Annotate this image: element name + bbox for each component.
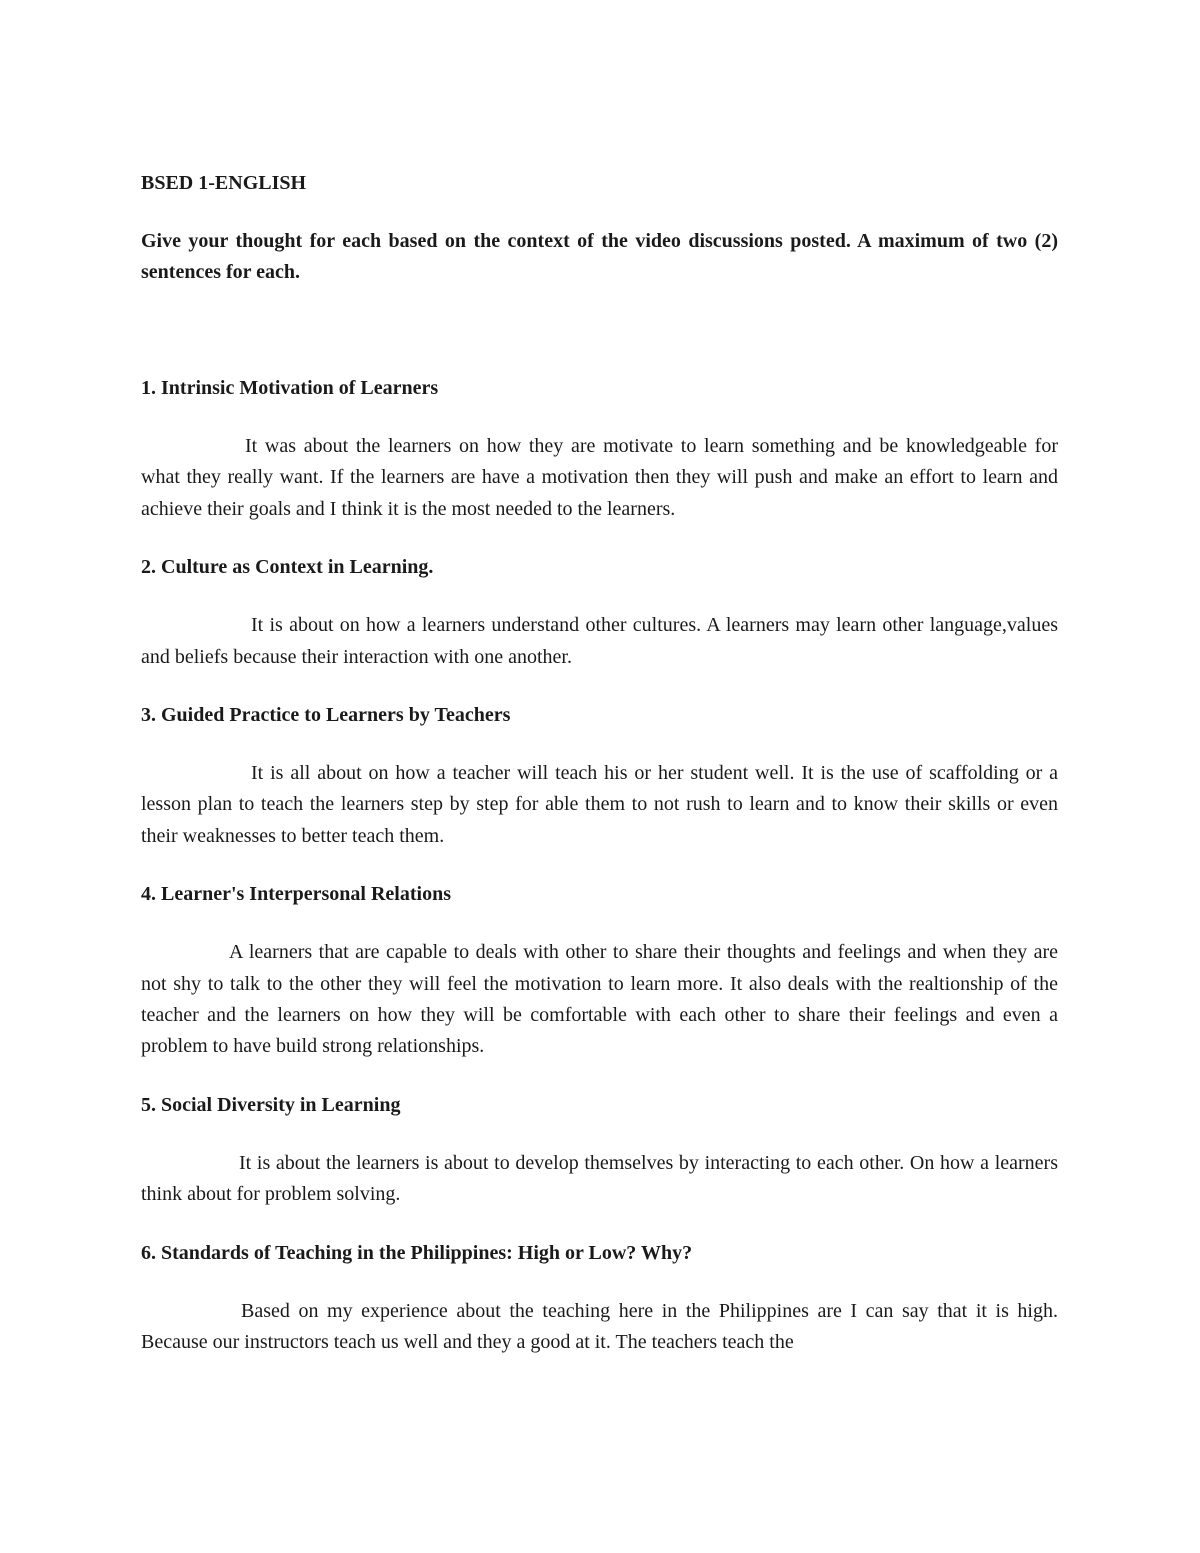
question-heading: 3. Guided Practice to Learners by Teachers	[141, 704, 511, 727]
question-answer: It was about the learners on how they are motivate to learn something and be knowledgeable for what they really want. If the learners are have a motivation then they will push and make an effort to learn and achieve their goals and I think it is the most needed to the learners.	[141, 435, 1058, 520]
question-heading: 4. Learner's Interpersonal Relations	[141, 883, 451, 906]
question-answer: It is all about on how a teacher will teach his or her student well. It is the use of scaffolding or a lesson plan to teach the learners step by step for able them to not rush to learn and to know their skills or even their weaknesses to better teach them.	[141, 762, 1058, 847]
question-item	[141, 700, 1058, 852]
question-answer: It is about on how a learners understand other cultures. A learners may learn other language,values and beliefs because their interaction with one another.	[141, 614, 1058, 668]
question-item	[141, 879, 1058, 1063]
question-item	[141, 373, 1058, 525]
question-heading: 5. Social Diversity in Learning	[141, 1093, 401, 1116]
question-answer: Based on my experience about the teaching here in the Philippines are I can say that it is high. Because our instructors teach us well and they a good at it. The teachers teach the	[141, 1299, 1058, 1354]
question-item	[141, 1090, 1058, 1211]
question-item	[141, 1238, 1058, 1359]
document-page	[141, 168, 1058, 1386]
class-label: BSED 1-ENGLISH	[141, 172, 307, 194]
question-heading: 1. Intrinsic Motivation of Learners	[141, 377, 439, 399]
question-answer: It is about the learners is about to develop themselves by interacting to each other. On how a learners think about for problem solving.	[141, 1151, 1058, 1206]
question-heading: 2. Culture as Context in Learning.	[141, 556, 434, 579]
question-heading: 6. Standards of Teaching in the Philippines: High or Low? Why?	[141, 1241, 693, 1264]
instructions: Give your thought for each based on the context of the video discussions posted. A maximum of two (2) sentences for each.	[141, 230, 1058, 283]
question-answer: A learners that are capable to deals with other to share their thoughts and feelings and when they are not shy to talk to the other they will feel the motivation to learn more. It also deals with the realtionship of the teacher and the learners on how they will be comfortable with each other to share their feelings and even a problem to have build strong relationships.	[141, 941, 1058, 1058]
question-item	[141, 552, 1058, 673]
